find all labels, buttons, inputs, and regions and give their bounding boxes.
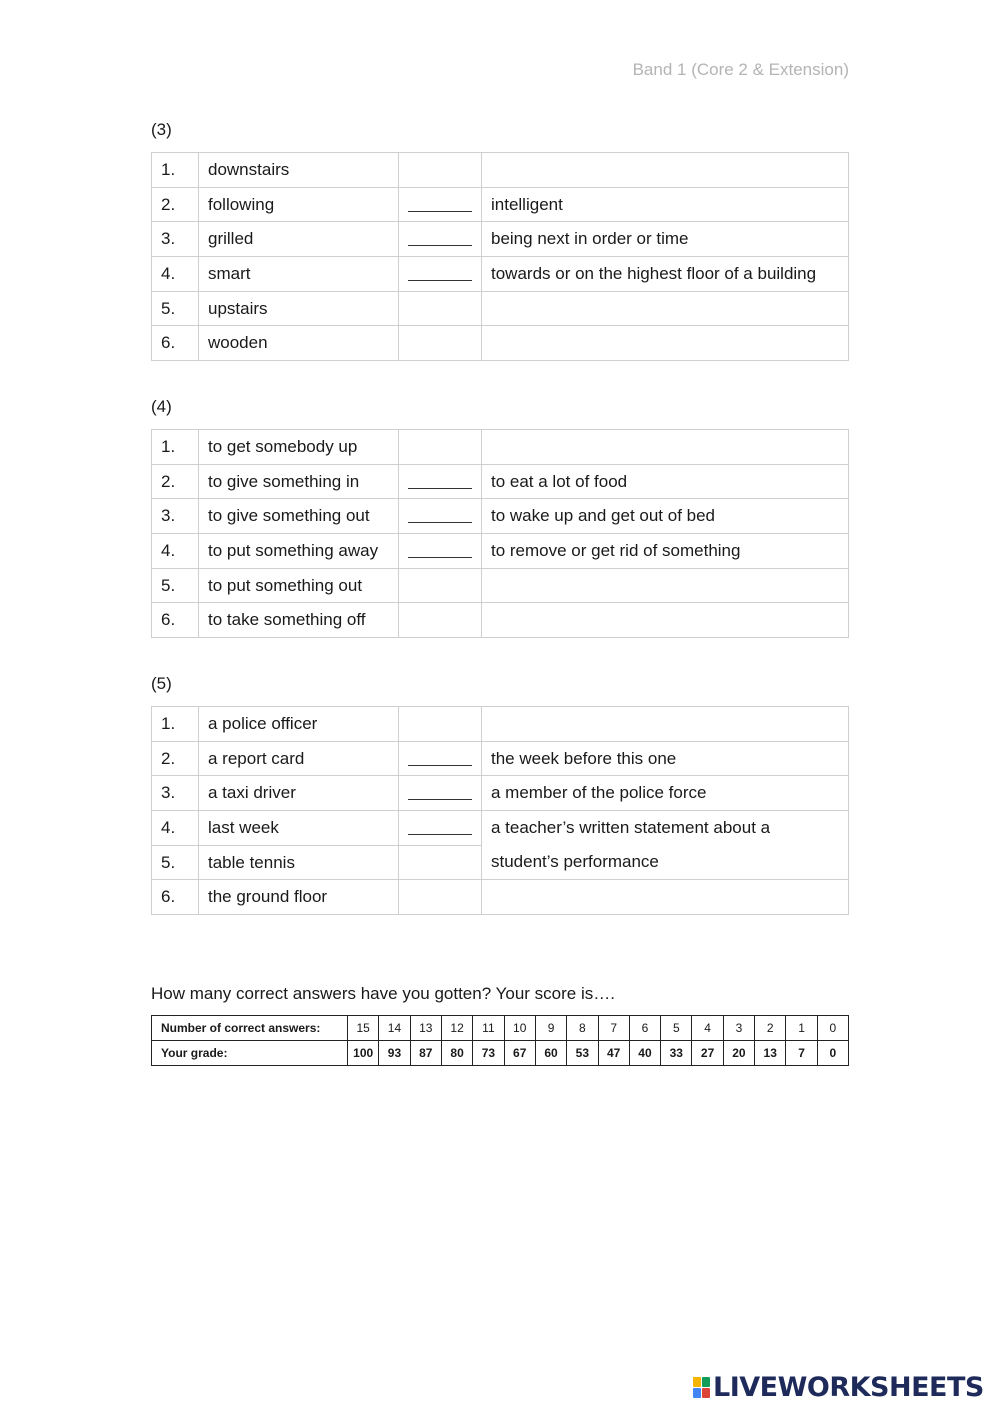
- answer-cell: [399, 430, 482, 465]
- logo-block: [702, 1377, 710, 1387]
- table-row: [152, 326, 849, 361]
- section-label: (3): [151, 120, 172, 139]
- definition: [482, 430, 849, 465]
- answer-cell: [399, 603, 482, 638]
- grade-value: 87: [410, 1041, 441, 1066]
- table-row: [152, 603, 849, 638]
- section-3: [151, 120, 849, 361]
- correct-count: 7: [598, 1016, 629, 1041]
- item-word: downstairs: [199, 153, 399, 188]
- table-row: [152, 291, 849, 326]
- table-row: [152, 707, 849, 742]
- answer-blank[interactable]: [408, 816, 472, 835]
- answer-cell: [399, 499, 482, 534]
- grade-value: 0: [817, 1041, 848, 1066]
- item-word: to put something out: [199, 568, 399, 603]
- answer-blank[interactable]: [408, 781, 472, 800]
- item-number: 3.: [152, 776, 199, 811]
- item-number: 2.: [152, 187, 199, 222]
- answer-cell: [399, 326, 482, 361]
- item-number: 5.: [152, 291, 199, 326]
- item-word: grilled: [199, 222, 399, 257]
- answer-cell: [399, 464, 482, 499]
- correct-count: 5: [661, 1016, 692, 1041]
- item-number: 1.: [152, 430, 199, 465]
- definition: intelligent: [482, 187, 849, 222]
- answer-cell: [399, 153, 482, 188]
- answer-cell: [399, 776, 482, 811]
- table-row: [152, 776, 849, 811]
- item-word: to give something in: [199, 464, 399, 499]
- grades-row: [152, 1041, 849, 1066]
- item-word: last week: [199, 811, 399, 846]
- correct-count: 4: [692, 1016, 723, 1041]
- answer-cell: [399, 811, 482, 846]
- definition: [482, 326, 849, 361]
- definition: [482, 153, 849, 188]
- item-number: 4.: [152, 811, 199, 846]
- answer-cell: [399, 741, 482, 776]
- answer-cell: [399, 187, 482, 222]
- logo-block: [693, 1377, 701, 1387]
- table-row: [152, 257, 849, 292]
- logo-block: [702, 1388, 710, 1398]
- item-number: 6.: [152, 326, 199, 361]
- item-number: 2.: [152, 464, 199, 499]
- item-number: 3.: [152, 499, 199, 534]
- definition: towards or on the highest floor of a building: [482, 257, 849, 292]
- item-number: 5.: [152, 568, 199, 603]
- answer-cell: [399, 568, 482, 603]
- table-row: [152, 568, 849, 603]
- item-word: upstairs: [199, 291, 399, 326]
- correct-count: 1: [786, 1016, 817, 1041]
- grade-value: 7: [786, 1041, 817, 1066]
- grade-value: 73: [473, 1041, 504, 1066]
- matching-table: [151, 152, 849, 361]
- definition: to eat a lot of food: [482, 464, 849, 499]
- answer-cell: [399, 845, 482, 880]
- answer-blank[interactable]: [408, 539, 472, 558]
- liveworksheets-logo: [693, 1372, 984, 1403]
- item-number: 1.: [152, 153, 199, 188]
- correct-count: 15: [348, 1016, 379, 1041]
- correct-count: 12: [441, 1016, 472, 1041]
- item-word: wooden: [199, 326, 399, 361]
- definition: being next in order or time: [482, 222, 849, 257]
- grade-value: 33: [661, 1041, 692, 1066]
- grade-value: 67: [504, 1041, 535, 1066]
- answer-blank[interactable]: [408, 504, 472, 523]
- table-row: [152, 187, 849, 222]
- definition: a member of the police force: [482, 776, 849, 811]
- section-label: (4): [151, 397, 172, 416]
- logo-text: LIVEWORKSHEETS: [713, 1372, 984, 1403]
- item-number: 1.: [152, 707, 199, 742]
- item-word: smart: [199, 257, 399, 292]
- section-4: [151, 397, 849, 638]
- definition: a teacher’s written statement about a student’s performance: [482, 811, 849, 880]
- correct-answers-label: Number of correct answers:: [152, 1016, 348, 1041]
- item-word: following: [199, 187, 399, 222]
- item-word: a police officer: [199, 707, 399, 742]
- table-row: [152, 499, 849, 534]
- grade-value: 27: [692, 1041, 723, 1066]
- answer-blank[interactable]: [408, 227, 472, 246]
- correct-count: 8: [567, 1016, 598, 1041]
- item-number: 2.: [152, 741, 199, 776]
- item-number: 4.: [152, 257, 199, 292]
- answer-blank[interactable]: [408, 193, 472, 212]
- definition: [482, 880, 849, 915]
- item-word: to give something out: [199, 499, 399, 534]
- grade-label: Your grade:: [152, 1041, 348, 1066]
- item-number: 3.: [152, 222, 199, 257]
- correct-count: 13: [410, 1016, 441, 1041]
- logo-block: [693, 1388, 701, 1398]
- section-label: (5): [151, 674, 172, 693]
- item-word: to put something away: [199, 534, 399, 569]
- grade-value: 53: [567, 1041, 598, 1066]
- table-row: [152, 741, 849, 776]
- table-row: [152, 222, 849, 257]
- correct-count: 2: [755, 1016, 786, 1041]
- definition: to remove or get rid of something: [482, 534, 849, 569]
- correct-answers-row: [152, 1016, 849, 1041]
- table-row: [152, 153, 849, 188]
- answer-cell: [399, 880, 482, 915]
- item-number: 6.: [152, 603, 199, 638]
- answer-cell: [399, 534, 482, 569]
- matching-table: [151, 706, 849, 915]
- table-row: [152, 430, 849, 465]
- item-word: table tennis: [199, 845, 399, 880]
- item-word: to get somebody up: [199, 430, 399, 465]
- grade-value: 47: [598, 1041, 629, 1066]
- correct-count: 0: [817, 1016, 848, 1041]
- grade-value: 20: [723, 1041, 754, 1066]
- table-row: [152, 464, 849, 499]
- score-table: [151, 1015, 849, 1066]
- correct-count: 14: [379, 1016, 410, 1041]
- item-number: 6.: [152, 880, 199, 915]
- item-number: 5.: [152, 845, 199, 880]
- answer-blank[interactable]: [408, 747, 472, 766]
- correct-count: 9: [535, 1016, 566, 1041]
- item-word: the ground floor: [199, 880, 399, 915]
- table-row: [152, 811, 849, 846]
- answer-cell: [399, 707, 482, 742]
- definition: [482, 291, 849, 326]
- definition: to wake up and get out of bed: [482, 499, 849, 534]
- table-row: [152, 880, 849, 915]
- correct-count: 3: [723, 1016, 754, 1041]
- item-number: 4.: [152, 534, 199, 569]
- correct-count: 11: [473, 1016, 504, 1041]
- answer-cell: [399, 222, 482, 257]
- item-word: a taxi driver: [199, 776, 399, 811]
- correct-count: 6: [629, 1016, 660, 1041]
- logo-blocks-icon: [693, 1377, 710, 1398]
- definition: [482, 568, 849, 603]
- grade-value: 60: [535, 1041, 566, 1066]
- grade-value: 13: [755, 1041, 786, 1066]
- definition: [482, 603, 849, 638]
- table-row: [152, 534, 849, 569]
- grade-value: 93: [379, 1041, 410, 1066]
- grade-value: 80: [441, 1041, 472, 1066]
- item-word: a report card: [199, 741, 399, 776]
- answer-cell: [399, 257, 482, 292]
- answer-cell: [399, 291, 482, 326]
- answer-blank[interactable]: [408, 470, 472, 489]
- definition: the week before this one: [482, 741, 849, 776]
- item-word: to take something off: [199, 603, 399, 638]
- grade-value: 100: [348, 1041, 379, 1066]
- grade-value: 40: [629, 1041, 660, 1066]
- band-header: Band 1 (Core 2 & Extension): [632, 60, 849, 79]
- score-question: How many correct answers have you gotten? Your score is….: [151, 984, 615, 1003]
- matching-table: [151, 429, 849, 638]
- section-5: [151, 674, 849, 915]
- correct-count: 10: [504, 1016, 535, 1041]
- answer-blank[interactable]: [408, 262, 472, 281]
- definition: [482, 707, 849, 742]
